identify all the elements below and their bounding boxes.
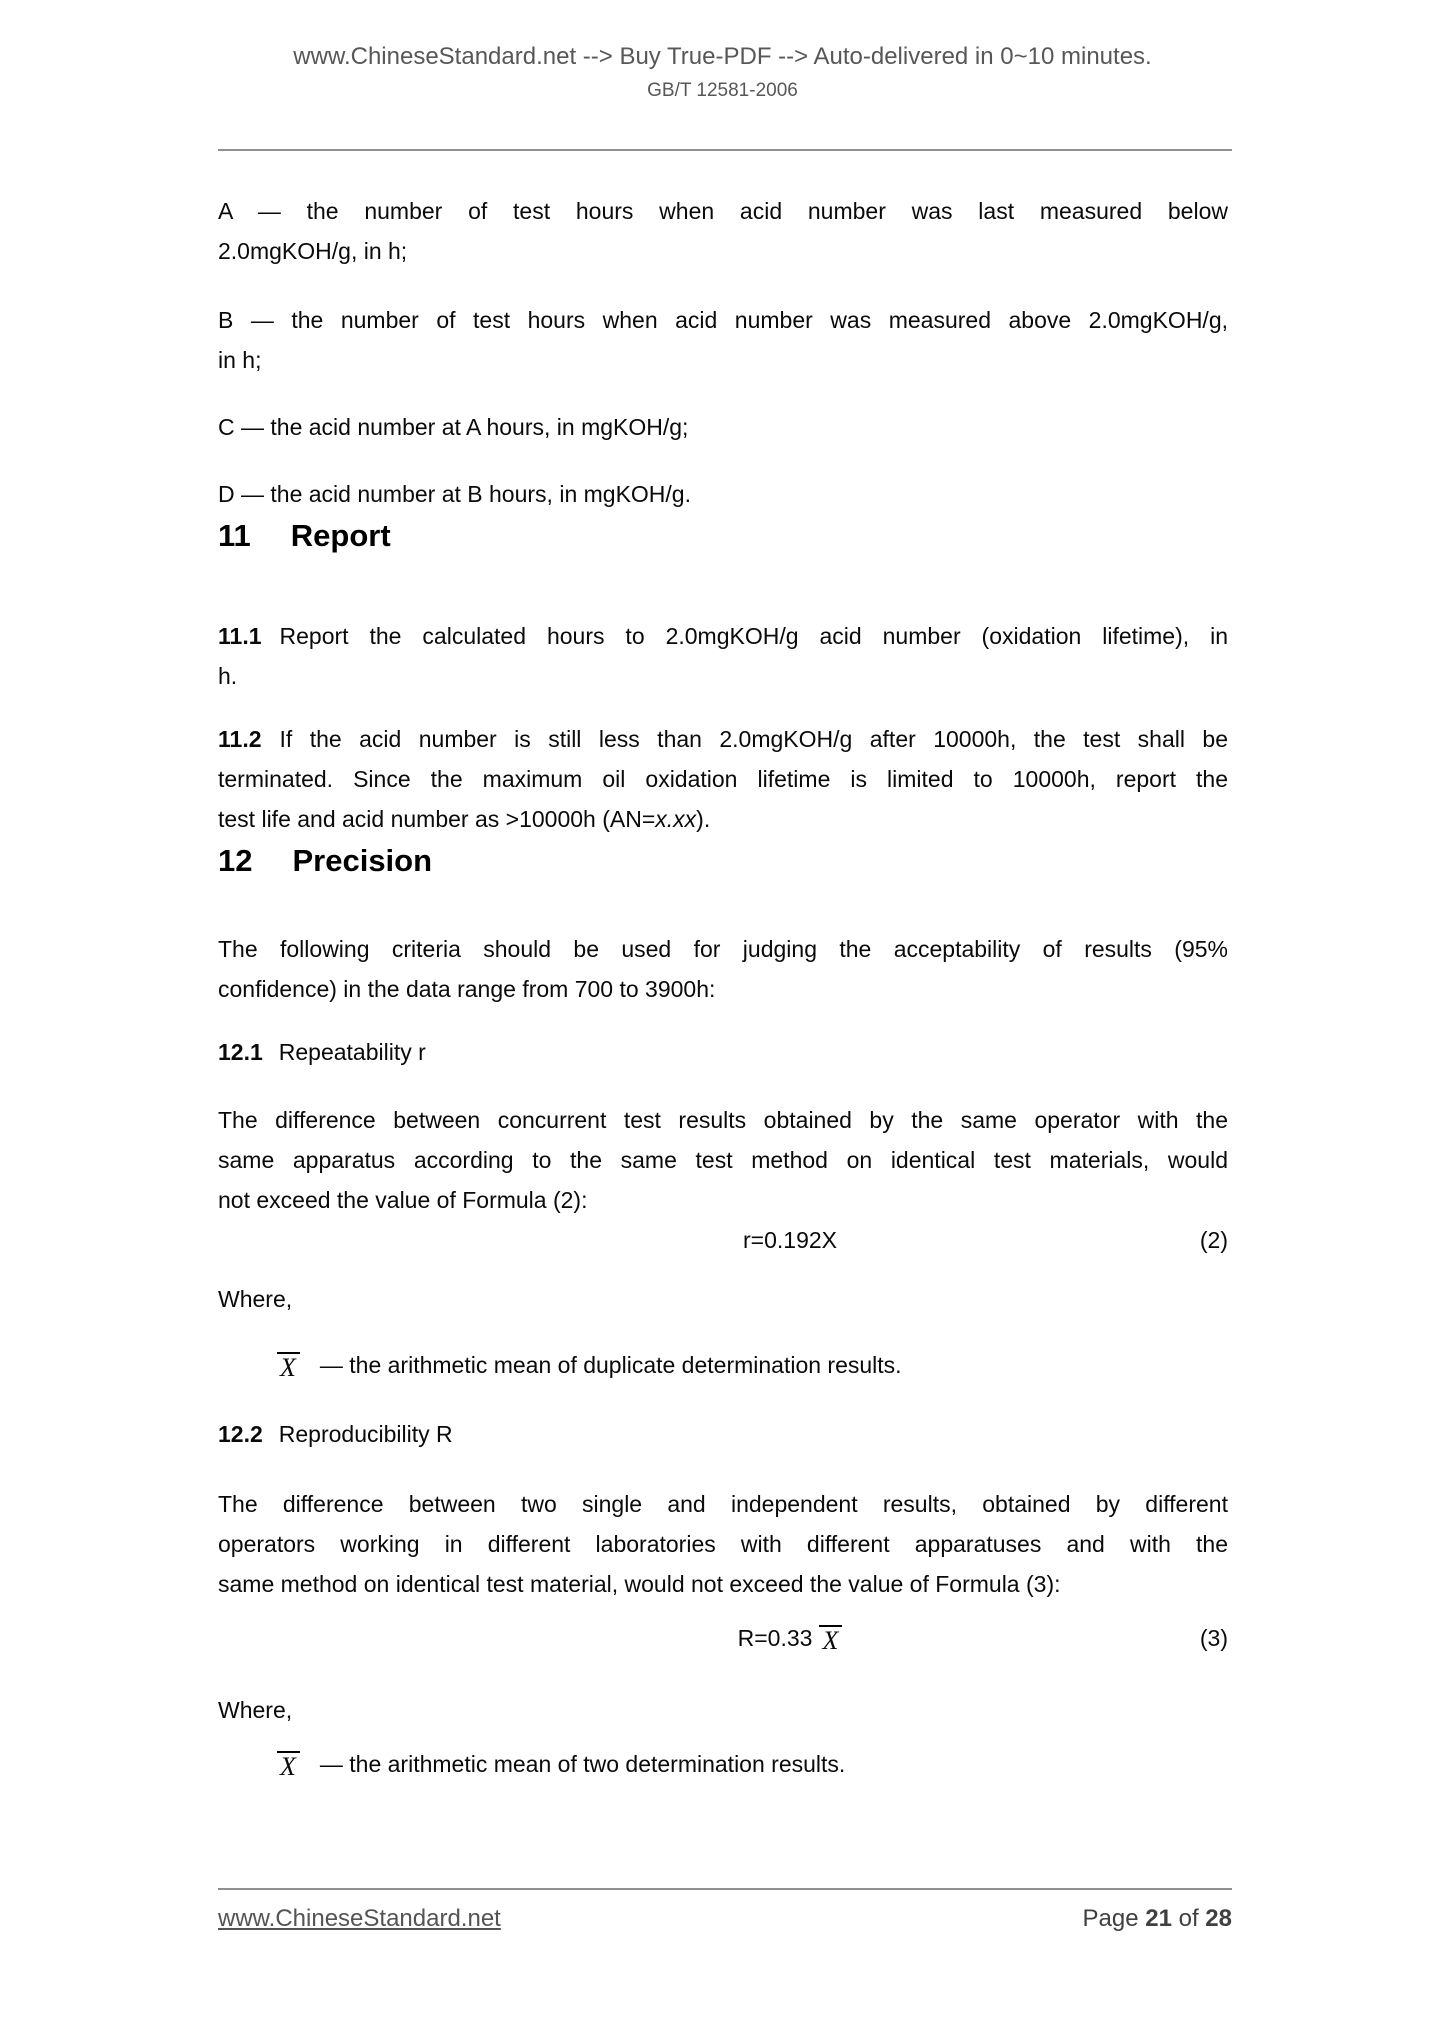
subclause-12-2-heading: [218, 1414, 1228, 1454]
text-line: [218, 719, 1228, 759]
text-line: The difference between two single and independent results, obtained by different: [218, 1491, 1228, 1517]
section-heading-precision: [218, 839, 1228, 883]
text-line: D — the acid number at B hours, in mgKOH/g.: [218, 481, 691, 507]
definition-b: [218, 300, 1228, 380]
clause-text: ).: [696, 806, 711, 832]
formula-number: (3): [1199, 1625, 1228, 1651]
page-number-indicator: [1083, 1904, 1233, 1934]
symbol-definition-text: — the arithmetic mean of duplicate determination results.: [319, 1352, 902, 1378]
text-line: h.: [218, 663, 238, 689]
x-bar-symbol: X: [819, 1625, 842, 1654]
page-footer: [218, 1888, 1232, 1934]
text-line: in h;: [218, 347, 262, 373]
page-word-of: of: [1178, 1905, 1199, 1932]
text-line: terminated. Since the maximum oil oxidation lifetime is limited to 10000h, report the: [218, 766, 1228, 792]
where-label: [218, 1690, 1228, 1730]
text-line: [277, 1345, 1228, 1385]
definition-c: [218, 407, 1228, 447]
formula-3: [218, 1618, 1228, 1658]
subclause-12-1-heading: [218, 1032, 1228, 1072]
symbol-definition: [218, 1744, 1228, 1784]
definition-d: [218, 474, 1228, 514]
text-line: Where,: [218, 1286, 293, 1312]
section-number: 12: [218, 843, 253, 878]
italic-variable: x.xx: [655, 806, 697, 832]
symbol-definition-text: — the arithmetic mean of two determination results.: [319, 1751, 846, 1777]
formula-2: [218, 1220, 1228, 1260]
header-divider: [218, 149, 1232, 151]
text-line: The difference between concurrent test results obtained by the same operator with the: [218, 1107, 1228, 1133]
text-line: confidence) in the data range from 700 to 3900h:: [218, 976, 716, 1002]
subclause-title: Reproducibility R: [278, 1421, 453, 1447]
clause-text: test life and acid number as >10000h (AN=: [218, 806, 656, 832]
precision-intro: [218, 929, 1228, 1009]
clause-text: If the acid number is still less than 2.0mgKOH/g after 10000h, the test shall be: [279, 726, 1228, 752]
definition-a: [218, 191, 1228, 271]
text-line: 2.0mgKOH/g, in h;: [218, 238, 408, 264]
text-line: not exceed the value of Formula (2):: [218, 1187, 588, 1213]
text-line: [218, 616, 1228, 656]
section-number: 11: [218, 518, 251, 553]
section-title: Precision: [292, 843, 433, 878]
clause-number: 12.1: [218, 1039, 263, 1065]
text-line: [218, 1414, 1228, 1454]
symbol-definition: [218, 1345, 1228, 1385]
document-body: [218, 191, 1228, 1784]
text-line: operators working in different laboratories with different apparatuses and with the: [218, 1531, 1228, 1557]
text-line: The following criteria should be used for judging the acceptability of results (95%: [218, 936, 1228, 962]
page-label: Page: [1082, 1905, 1139, 1932]
text-line: [277, 1744, 1228, 1784]
page-current: 21: [1145, 1905, 1172, 1932]
clause-number: 11.1: [218, 623, 262, 649]
formula-expression: [738, 1618, 843, 1658]
page-header: [0, 0, 1445, 102]
clause-number: 12.2: [218, 1421, 263, 1447]
text-line: [218, 1032, 1228, 1072]
section-title: Report: [290, 518, 391, 553]
page-total: 28: [1205, 1905, 1232, 1932]
x-bar-symbol: X: [277, 1751, 300, 1780]
text-line: [218, 799, 1228, 839]
subclause-title: Repeatability r: [278, 1039, 426, 1065]
text-line: same apparatus according to the same test method on identical test materials, would: [218, 1147, 1228, 1173]
reproducibility-body: [218, 1484, 1228, 1604]
formula-expression: r=0.192X: [743, 1227, 837, 1253]
clause-11-1: [218, 616, 1228, 696]
clause-text: Report the calculated hours to 2.0mgKOH/g acid number (oxidation lifetime), in: [279, 623, 1228, 649]
text-line: C — the acid number at A hours, in mgKOH/g;: [218, 414, 689, 440]
footer-site-link[interactable]: www.ChineseStandard.net: [218, 1905, 501, 1932]
formula-lhs: R=0.33: [737, 1625, 813, 1651]
formula-number: (2): [1199, 1227, 1228, 1253]
x-bar-symbol: X: [277, 1352, 300, 1381]
header-doc-number: GB/T 12581-2006: [647, 80, 798, 101]
clause-11-2: [218, 719, 1228, 839]
clause-number: 11.2: [218, 726, 262, 752]
section-heading-report: [218, 514, 1228, 558]
where-label: [218, 1279, 1228, 1319]
repeatability-body: [218, 1100, 1228, 1220]
text-line: Where,: [218, 1697, 293, 1723]
text-line: B — the number of test hours when acid number was measured above 2.0mgKOH/g,: [218, 307, 1228, 333]
text-line: A — the number of test hours when acid number was last measured below: [218, 198, 1228, 224]
header-tagline: www.ChineseStandard.net --> Buy True-PDF --> Auto-delivered in 0~10 minutes.: [293, 43, 1152, 70]
text-line: same method on identical test material, would not exceed the value of Formula (3):: [218, 1571, 1061, 1597]
